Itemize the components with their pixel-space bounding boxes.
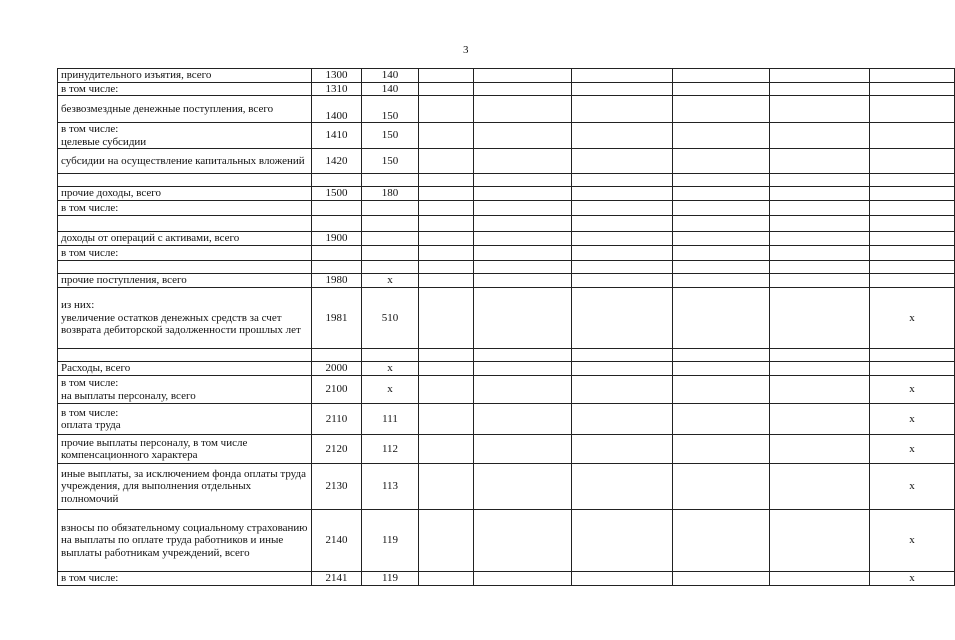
row-last-cell [870,362,955,376]
table-row [58,69,955,83]
empty-cell [474,216,572,232]
row-name-cell: взносы по обязательному социальному страхованию на выплаты по оплате труда работников и иные выплаты работникам учреждений, всего [58,510,312,572]
row-kbk-cell [362,174,419,187]
empty-cell [770,274,870,288]
table-row [58,288,955,349]
row-code-cell: 1900 [312,232,362,246]
empty-cell [419,69,474,83]
row-last-cell: х [870,435,955,464]
row-name-cell [58,349,312,362]
row-last-cell: х [870,510,955,572]
row-kbk-cell: 150 [362,96,419,123]
empty-cell [474,376,572,404]
empty-cell [770,149,870,174]
empty-cell [572,149,673,174]
empty-cell [673,572,770,586]
row-name-cell: иные выплаты, за исключением фонда оплаты труда учреждения, для выполнения отдельных полномочий [58,464,312,510]
row-code-cell [312,201,362,216]
empty-cell [474,464,572,510]
empty-cell [770,349,870,362]
empty-cell [770,246,870,261]
row-name-cell: из них: увеличение остатков денежных средств за счет возврата дебиторской задолженности прошлых лет [58,288,312,349]
row-code-cell: 2141 [312,572,362,586]
table-body [58,69,955,586]
row-last-cell [870,246,955,261]
table-row [58,187,955,201]
empty-cell [770,201,870,216]
empty-cell [673,232,770,246]
empty-cell [770,510,870,572]
row-code-cell: 1310 [312,82,362,96]
empty-cell [419,201,474,216]
row-last-cell [870,149,955,174]
empty-cell [673,246,770,261]
empty-cell [419,464,474,510]
empty-cell [474,174,572,187]
empty-cell [572,404,673,435]
empty-cell [770,69,870,83]
row-kbk-cell: 113 [362,464,419,510]
row-kbk-cell: 140 [362,69,419,83]
empty-cell [474,246,572,261]
row-last-cell: х [870,464,955,510]
row-last-cell: х [870,572,955,586]
empty-cell [572,261,673,274]
row-last-cell: х [870,404,955,435]
empty-cell [572,201,673,216]
empty-cell [474,149,572,174]
empty-cell [572,510,673,572]
empty-cell [419,96,474,123]
empty-cell [419,123,474,149]
row-code-cell: 2110 [312,404,362,435]
empty-cell [474,96,572,123]
empty-cell [572,435,673,464]
empty-cell [474,362,572,376]
row-kbk-cell [362,201,419,216]
empty-cell [419,274,474,288]
row-kbk-cell: 150 [362,149,419,174]
row-code-cell [312,261,362,274]
empty-cell [673,96,770,123]
row-name-cell: Расходы, всего [58,362,312,376]
row-name-cell: в том числе: [58,572,312,586]
empty-cell [673,349,770,362]
row-kbk-cell [362,261,419,274]
empty-cell [572,82,673,96]
table-row [58,201,955,216]
row-name-cell [58,261,312,274]
empty-cell [419,174,474,187]
empty-cell [770,288,870,349]
empty-cell [572,187,673,201]
empty-cell [419,404,474,435]
table-row [58,362,955,376]
row-name-cell: прочие поступления, всего [58,274,312,288]
empty-cell [770,435,870,464]
row-name-cell [58,174,312,187]
empty-cell [770,232,870,246]
empty-cell [673,149,770,174]
empty-cell [673,187,770,201]
row-code-cell: 1500 [312,187,362,201]
table-row [58,435,955,464]
table-row [58,510,955,572]
budget-table [57,68,955,586]
row-name-cell [58,216,312,232]
table-row [58,123,955,149]
empty-cell [572,174,673,187]
row-code-cell [312,174,362,187]
empty-cell [419,187,474,201]
empty-cell [770,572,870,586]
row-last-cell [870,349,955,362]
row-kbk-cell: 150 [362,123,419,149]
empty-cell [474,572,572,586]
table-row [58,261,955,274]
row-last-cell [870,123,955,149]
row-name-cell: прочие выплаты персоналу, в том числе компенсационного характера [58,435,312,464]
row-code-cell: 2100 [312,376,362,404]
row-last-cell [870,201,955,216]
row-code-cell: 1980 [312,274,362,288]
row-code-cell [312,216,362,232]
table-row [58,149,955,174]
empty-cell [572,69,673,83]
row-name-cell: в том числе: целевые субсидии [58,123,312,149]
row-kbk-cell: 111 [362,404,419,435]
empty-cell [474,261,572,274]
table-row [58,174,955,187]
empty-cell [572,349,673,362]
row-last-cell [870,274,955,288]
empty-cell [474,274,572,288]
empty-cell [770,174,870,187]
row-kbk-cell [362,232,419,246]
row-code-cell: 2130 [312,464,362,510]
empty-cell [419,376,474,404]
empty-cell [419,232,474,246]
empty-cell [770,216,870,232]
empty-cell [474,69,572,83]
empty-cell [572,274,673,288]
empty-cell [474,288,572,349]
row-code-cell [312,349,362,362]
row-code-cell: 1420 [312,149,362,174]
row-kbk-cell: х [362,274,419,288]
row-name-cell: в том числе: [58,246,312,261]
empty-cell [673,69,770,83]
row-kbk-cell: 140 [362,82,419,96]
empty-cell [572,232,673,246]
empty-cell [673,201,770,216]
table-row [58,216,955,232]
row-name-cell: прочие доходы, всего [58,187,312,201]
row-last-cell [870,174,955,187]
row-kbk-cell [362,216,419,232]
empty-cell [673,362,770,376]
row-last-cell [870,261,955,274]
empty-cell [474,404,572,435]
empty-cell [474,201,572,216]
empty-cell [572,362,673,376]
empty-cell [770,187,870,201]
empty-cell [673,261,770,274]
empty-cell [572,572,673,586]
empty-cell [572,216,673,232]
empty-cell [673,174,770,187]
row-last-cell [870,232,955,246]
row-kbk-cell: х [362,376,419,404]
empty-cell [770,376,870,404]
empty-cell [474,510,572,572]
row-name-cell: в том числе: [58,82,312,96]
row-kbk-cell: 510 [362,288,419,349]
empty-cell [419,82,474,96]
empty-cell [770,96,870,123]
row-code-cell: 1300 [312,69,362,83]
empty-cell [419,435,474,464]
row-name-cell: безвозмездные денежные поступления, всего [58,96,312,123]
empty-cell [673,404,770,435]
empty-cell [673,464,770,510]
empty-cell [419,288,474,349]
table-row [58,572,955,586]
empty-cell [572,123,673,149]
empty-cell [673,435,770,464]
row-last-cell [870,187,955,201]
empty-cell [770,464,870,510]
row-kbk-cell: 119 [362,510,419,572]
empty-cell [673,123,770,149]
row-name-cell: в том числе: [58,201,312,216]
table-row [58,274,955,288]
row-last-cell [870,96,955,123]
empty-cell [673,274,770,288]
empty-cell [770,82,870,96]
empty-cell [770,123,870,149]
row-kbk-cell: 119 [362,572,419,586]
empty-cell [419,362,474,376]
empty-cell [673,376,770,404]
row-code-cell: 2000 [312,362,362,376]
row-last-cell: х [870,288,955,349]
row-name-cell: в том числе: на выплаты персоналу, всего [58,376,312,404]
row-name-cell: принудительного изъятия, всего [58,69,312,83]
row-last-cell [870,69,955,83]
table-row [58,96,955,123]
row-code-cell: 2140 [312,510,362,572]
empty-cell [770,362,870,376]
row-last-cell: х [870,376,955,404]
row-kbk-cell [362,349,419,362]
page-number: 3 [463,44,469,56]
row-kbk-cell: 112 [362,435,419,464]
row-kbk-cell: 180 [362,187,419,201]
empty-cell [572,376,673,404]
empty-cell [673,510,770,572]
table-row [58,404,955,435]
empty-cell [474,232,572,246]
empty-cell [474,435,572,464]
row-name-cell: доходы от операций с активами, всего [58,232,312,246]
empty-cell [419,510,474,572]
empty-cell [419,149,474,174]
row-kbk-cell: х [362,362,419,376]
empty-cell [572,288,673,349]
table-row [58,349,955,362]
table-row [58,82,955,96]
row-code-cell: 1981 [312,288,362,349]
empty-cell [770,404,870,435]
row-name-cell: в том числе: оплата труда [58,404,312,435]
row-last-cell [870,82,955,96]
row-code-cell [312,246,362,261]
empty-cell [474,82,572,96]
table-row [58,376,955,404]
row-code-cell: 1400 [312,96,362,123]
empty-cell [572,464,673,510]
row-kbk-cell [362,246,419,261]
empty-cell [572,246,673,261]
empty-cell [673,288,770,349]
empty-cell [572,96,673,123]
empty-cell [419,349,474,362]
empty-cell [419,246,474,261]
row-code-cell: 1410 [312,123,362,149]
row-last-cell [870,216,955,232]
table-row [58,232,955,246]
empty-cell [419,572,474,586]
row-code-cell: 2120 [312,435,362,464]
empty-cell [474,123,572,149]
table-row [58,246,955,261]
empty-cell [474,187,572,201]
row-name-cell: субсидии на осуществление капитальных вложений [58,149,312,174]
empty-cell [419,261,474,274]
empty-cell [419,216,474,232]
empty-cell [770,261,870,274]
empty-cell [673,82,770,96]
empty-cell [474,349,572,362]
empty-cell [673,216,770,232]
table-row [58,464,955,510]
